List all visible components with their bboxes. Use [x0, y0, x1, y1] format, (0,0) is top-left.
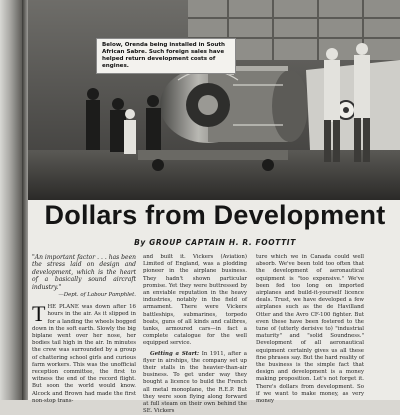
article-byline: By GROUP CAPTAIN H. R. FOOTTIT	[134, 238, 296, 247]
section-runin-heading: Getting a Start:	[150, 350, 200, 357]
binding-gutter	[0, 0, 22, 400]
article-column-2	[143, 254, 247, 415]
article-photo	[28, 0, 400, 200]
article-column-3	[256, 254, 364, 405]
engine-installation-photo	[28, 0, 400, 200]
column-1-paragraph	[32, 301, 136, 405]
column-1-text: HE PLANE was down after 16 hours in the air. As it slipped in for a landing the wheels bogged down in the soft earth. Slowly the big biplane went over her nose, her bodies tail high in the air. In minutes the crew was surrounded by a group of chattering school girls and curious farm workers. This was the unofficial reception committee, the first to witness the end of the record flight. But soon the world would know. Alcock and Brown had made the first non-stop trans-	[32, 304, 136, 404]
article-column-1	[32, 254, 136, 404]
column-2-paragraph-2	[143, 351, 247, 415]
photo-caption: Below, Orenda being installed in South African Sabre. Such foreign sales have helped return development costs of engines.	[96, 38, 236, 74]
epigraph-quote: "An important factor . . . has been the stress laid on design and development, which is the heart of a basically sound aircraft industry."	[32, 254, 136, 291]
column-3-paragraph: ture which we in Canada could well absorb. We've been told too often that the development of aeronautical equipment is "too expensive." We've been fed too long on imported airplanes and build-it-yourself licence deals. Trust, we have developed a few airplanes such as the de Havilland Otter and the Avro CF-100 fighter. But even these have been fostered to the tune of (utterly derisive to) "industrial maturity" and "solid Soundness." Development of all aeronautical equipment certainly gives us all these fine phrases say. But the hard reality of the business is the simple fact that design and development is a money making proposition. Let's not forget it. There's dollars from development. So if we want to make money, as very money	[256, 254, 364, 405]
column-2-text: In 1911, after a flyer in airships, the company set up their stalls in the heavier-than-air business. To get under way they bought a licence to build the French all metal monoplane, the R.E.P. But they were soon flying along forward at full steam on their own behind the SE. Vickers	[143, 350, 247, 415]
article-headline: Dollars from Development	[44, 200, 386, 230]
drop-cap: T	[32, 301, 46, 327]
column-2-paragraph-1: and built it. Vickers (Aviation) Limited of England, was a plodding pioneer in the airplane business. They hadn't shown particular promise. Yet they were buttressed by an enviable reputation in the heavy industries, notably in the field of armament. There were Vickers battleships, submarines, torpedo boats, guns of all kinds and calibres, tanks, armoured cars—in fact a complete catalogue for the well equipped service.	[143, 254, 247, 347]
epigraph-source: —Dept. of Labour Pamphlet.	[58, 292, 136, 299]
